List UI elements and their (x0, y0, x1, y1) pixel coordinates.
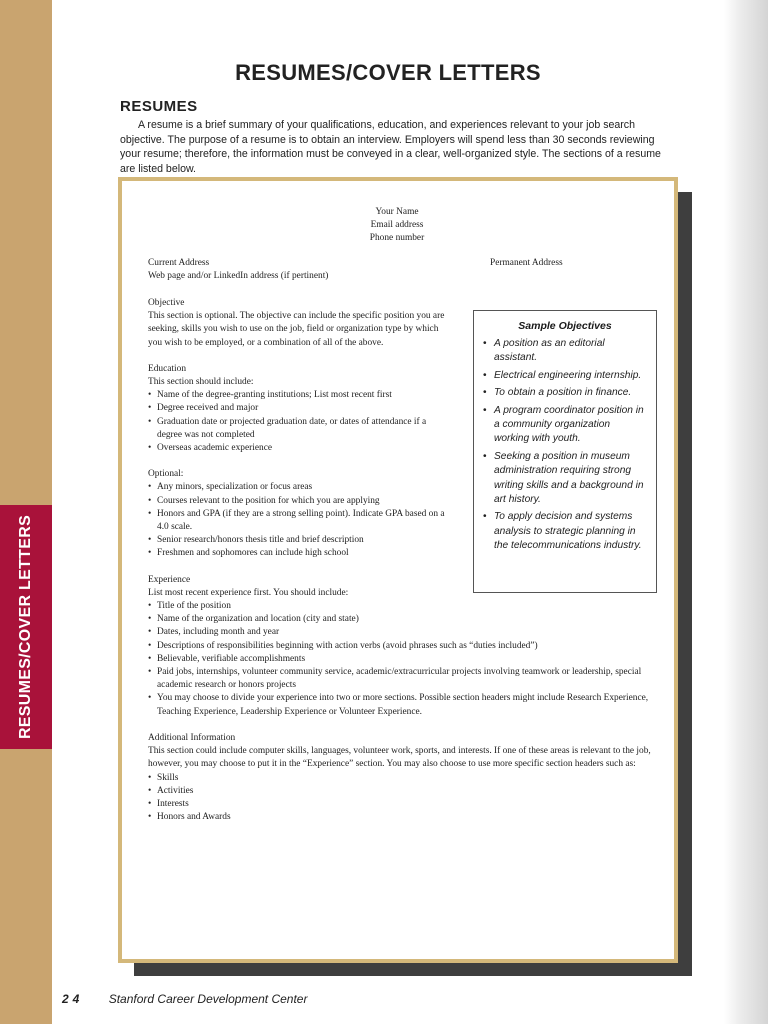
objective-text: This section is optional. The objective can include the specific position you are seeking, skills you wish to use on the job, field or organization type by which you wish to be employed, or a combination of all of the above. (148, 311, 445, 348)
additional-list (148, 772, 658, 825)
experience-intro: List most recent experience first. You should include: (148, 587, 349, 598)
list-item: • You may choose to divide your experience into two or more sections. Possible section headers might include Research Experience, Teaching Experience, Leadership Experience or Volunteer Experience. (148, 692, 658, 718)
intro-paragraph: A resume is a brief summary of your qualifications, education, and experiences relevant to your job search objective. The purpose of a resume is to obtain an interview. Employers will spend less than 30 seconds reviewing your resume; therefore, the information must be conveyed in a clear, well-organized style. The sections of a resume are listed below. (120, 119, 661, 175)
web-page-line: Web page and/or LinkedIn address (if pertinent) (148, 271, 329, 282)
sample-objectives-list (482, 337, 648, 554)
list-item: • Electrical engineering internship. (482, 369, 648, 383)
experience-heading: Experience (148, 574, 191, 585)
additional-section (148, 732, 658, 824)
list-item: • Overseas academic experience (148, 442, 448, 455)
education-heading: Education (148, 363, 187, 374)
list-item: • Interests (148, 798, 658, 811)
education-list (148, 389, 448, 455)
sample-objectives-box (473, 310, 657, 593)
list-item: • A program coordinator position in a community organization working with youth. (482, 404, 648, 447)
list-item: • Freshmen and sophomores can include high school (148, 547, 448, 560)
resume-phone: Phone number (369, 233, 425, 244)
optional-heading: Optional: (148, 469, 184, 480)
current-address-block (148, 257, 448, 283)
resume-header (252, 206, 542, 246)
additional-text: This section could include computer skills, languages, volunteer work, sports, and interests. If one of these areas is relevant to the job, however, you may choose to put it in the “Experience” section. You may also choose to use more specific section headers such as: (148, 746, 651, 770)
section-heading: RESUMES (120, 98, 198, 115)
list-item: • Believable, verifiable accomplishments (148, 653, 658, 666)
section-tab-label: RESUMES/COVER LETTERS (17, 514, 35, 740)
list-item: • Title of the position (148, 600, 658, 613)
section-tab (0, 505, 52, 749)
optional-list (148, 481, 448, 560)
list-item: • Honors and Awards (148, 811, 658, 824)
current-address: Current Address (148, 258, 210, 268)
experience-section (148, 574, 658, 719)
permanent-address: Permanent Address (490, 258, 563, 268)
list-item: • Activities (148, 785, 658, 798)
list-item: • To obtain a position in finance. (482, 386, 648, 400)
list-item: • Graduation date or projected graduation date, or dates of attendance if a degree was not completed (148, 416, 448, 442)
experience-list (148, 600, 658, 719)
list-item: • A position as an editorial assistant. (482, 337, 648, 366)
objective-section (148, 297, 448, 350)
objective-heading: Objective (148, 298, 185, 308)
list-item: • Courses relevant to the position for which you are applying (148, 495, 448, 508)
list-item: • Honors and GPA (if they are a strong selling point). Indicate GPA based on a 4.0 scale. (148, 508, 448, 534)
optional-section (148, 468, 448, 560)
list-item: • Descriptions of responsibilities beginning with action verbs (avoid phrases such as “duties included”) (148, 640, 658, 653)
sample-objectives-title: Sample Objectives (518, 320, 612, 332)
resume-name: Your Name (375, 207, 419, 217)
list-item: • Dates, including month and year (148, 626, 658, 639)
list-item: • Skills (148, 772, 658, 785)
education-intro: This section should include: (148, 377, 254, 388)
education-section (148, 363, 448, 455)
list-item: • Paid jobs, internships, volunteer community service, academic/extracurricular projects involving teamwork or leadership, special academic research or honors projects (148, 666, 658, 692)
page-edge-shadow (724, 0, 768, 1024)
list-item: • Degree received and major (148, 402, 448, 415)
additional-heading: Additional Information (148, 732, 236, 743)
list-item: • Seeking a position in museum administration requiring strong writing skills and a background in art history. (482, 450, 648, 508)
resume-email: Email address (370, 220, 424, 231)
list-item: • Any minors, specialization or focus areas (148, 481, 448, 494)
page-number: 24 (62, 992, 84, 1006)
list-item: • Senior research/honors thesis title and brief description (148, 534, 448, 547)
list-item: • Name of the degree-granting institutions; List most recent first (148, 389, 448, 402)
list-item: • To apply decision and systems analysis to strategic planning in the telecommunications industry. (482, 510, 648, 553)
page-title: RESUMES/COVER LETTERS (235, 60, 541, 85)
footer-text: Stanford Career Development Center (108, 992, 308, 1006)
page-footer (62, 992, 307, 1006)
list-item: • Name of the organization and location (city and state) (148, 613, 658, 626)
